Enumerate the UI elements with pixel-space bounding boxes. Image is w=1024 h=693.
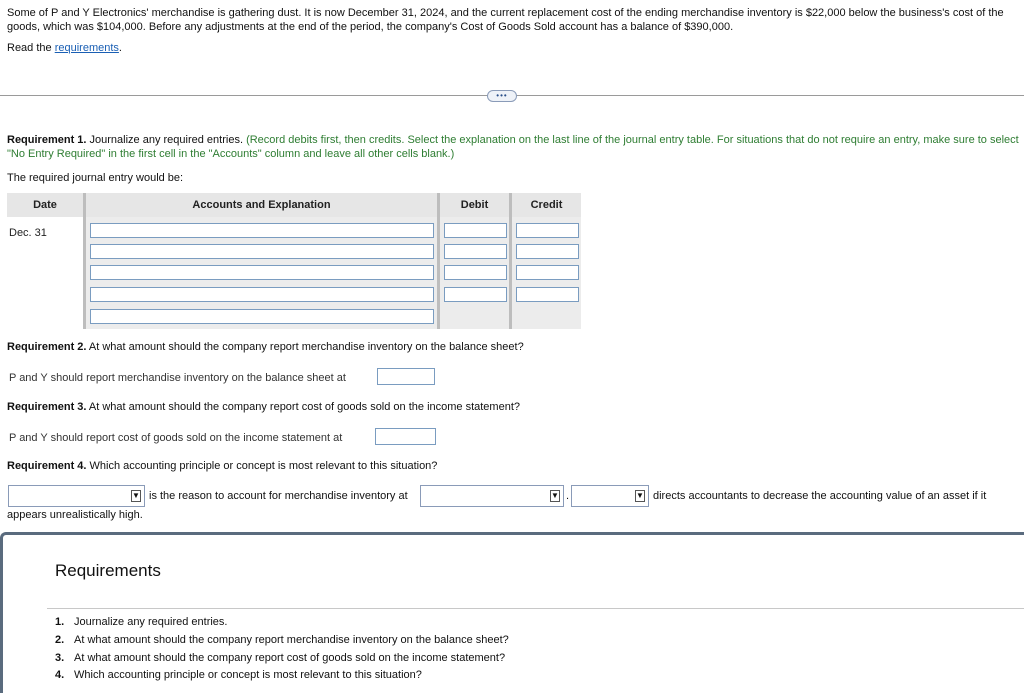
req1-label: Requirement 1. [7,134,87,146]
list-item-text: At what amount should the company report cost of goods sold on the income statement? [74,652,506,664]
credit-input-row-3[interactable] [516,265,579,280]
requirements-panel-title: Requirements [55,561,161,580]
entry-caption: The required journal entry would be: [7,172,184,184]
explanation-input[interactable] [90,309,434,324]
read-requirements-line [7,42,122,54]
journal-entry-table [7,193,581,329]
debit-input-row-1[interactable] [444,223,507,238]
dropdown-arrow-icon[interactable]: ▼ [551,491,559,500]
read-suffix: . [118,42,122,54]
requirements-link[interactable]: requirements [54,42,119,54]
column-separator [83,193,86,329]
credit-input-row-4[interactable] [516,287,579,302]
account-input-row-4[interactable] [90,287,434,302]
req4-question: Which accounting principle or concept is most relevant to this situation? [86,460,438,472]
list-item-text: Which accounting principle or concept is most relevant to this situation? [74,669,422,681]
account-input-row-3[interactable] [90,265,434,280]
inventory-amount-input[interactable] [377,368,435,385]
req3-answer-prefix: P and Y should report cost of goods sold on the income statement at [9,432,343,444]
req4-text-1: is the reason to account for merchandise inventory at [149,490,408,502]
list-item-text: Journalize any required entries. [74,616,228,628]
req1-text: Journalize any required entries. [86,134,247,146]
principle-select-2[interactable] [420,485,564,507]
req4-text-2: directs accountants to decrease the accounting value of an asset if it [653,490,987,502]
requirement-4 [7,460,437,472]
list-item-number: 1. [55,616,65,628]
req4-text-3: appears unrealistically high. [7,509,143,521]
cogs-amount-input[interactable] [375,428,436,445]
list-item-text: At what amount should the company report merchandise inventory on the balance sheet? [74,634,509,646]
credit-input-row-1[interactable] [516,223,579,238]
requirement-1 [7,133,1021,161]
req2-question: At what amount should the company report merchandise inventory on the balance sheet? [86,341,524,353]
dropdown-arrow-icon[interactable]: ▼ [132,491,140,500]
req4-period: . [566,490,570,502]
column-separator [437,193,440,329]
list-item-number: 2. [55,634,65,646]
requirement-2 [7,341,524,353]
principle-select-3[interactable] [571,485,649,507]
debit-input-row-4[interactable] [444,287,507,302]
req3-label: Requirement 3. [7,401,87,413]
panel-divider [47,608,1024,609]
req2-answer-prefix: P and Y should report merchandise inventory on the balance sheet at [9,372,346,384]
principle-select-1[interactable] [8,485,145,507]
column-separator [509,193,512,329]
credit-input-row-2[interactable] [516,244,579,259]
req3-question: At what amount should the company report cost of goods sold on the income statement? [86,401,521,413]
header-credit: Credit [512,193,581,217]
dropdown-arrow-icon[interactable]: ▼ [636,491,644,500]
expand-more-button[interactable]: ••• [487,90,517,102]
req2-label: Requirement 2. [7,341,87,353]
problem-intro: Some of P and Y Electronics' merchandise is gathering dust. It is now December 31, 2024, and the current replacement cost of the ending merchandise inventory is $22,000 below the business's cost of the goods, which was $104,000. Before any adjustments at the end of the period, the company's Cost of Goods Sold account has a balance of $390,000. [7,7,1004,33]
list-item [55,634,509,646]
list-item-number: 4. [55,669,65,681]
read-prefix: Read the [7,42,55,54]
list-item [55,652,505,664]
req1-instruction: (Record debits first, then credits. Select the explanation on the last line of the journal entry table. For situations that do not require an entry, make sure to select "No Entry Required" in the first cell in the "Accounts" column and leave all other cells blank.) [7,134,1019,160]
header-accounts: Accounts and Explanation [86,193,437,217]
list-item [55,616,227,628]
debit-input-row-2[interactable] [444,244,507,259]
debit-input-row-3[interactable] [444,265,507,280]
account-input-row-2[interactable] [90,244,434,259]
entry-date: Dec. 31 [9,227,47,239]
header-debit: Debit [440,193,509,217]
list-item-number: 3. [55,652,65,664]
account-input-row-1[interactable] [90,223,434,238]
list-item [55,669,422,681]
header-date: Date [7,193,83,217]
req4-label: Requirement 4. [7,460,87,472]
requirement-3 [7,401,520,413]
